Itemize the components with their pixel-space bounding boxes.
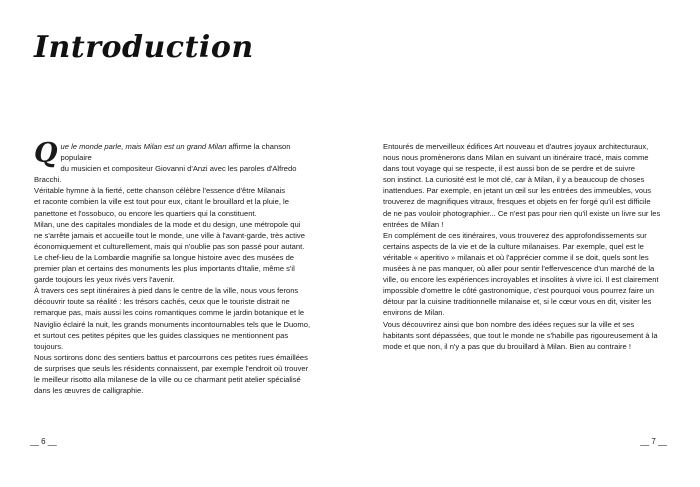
- body-paragraph: Entourés de merveilleux édifices Art nouveau et d'autres joyaux architecturaux, nous nous promènerons dans Milan en suivant un itinéraire tracé, mais comme dans tout voyage qui se respecte, il est aussi bon de se perdre et de suivre son instinct. La curiosité est le mot clé, car à Milan, il y a beaucoup de choses inattendues. Par exemple, en jetant un œil sur les entrées des immeubles, vous trouverez de magnifiques vitraux, fresques et objets en fer forgé qu'il est difficile de ne pas vouloir photographier... Ce n'est pas pour rien qu'il existe un livre sur les entrées de Milan !: [383, 142, 661, 229]
- body-paragraph: En complément de ces itinéraires, vous trouverez des approfondissements sur certains aspects de la vie et de la culture milanaises. Par exemple, quel est le véritable « aperitivo » milanais et où l'apprécier comme il se doit, quels sont les musées à ne pas manquer, où aller pour sentir l'effervescence d'un marché de la ville, ou encore les expériences incroyables et insolites à vivre ici. Il est clairement impossible d'omettre le côté gastronomique, c'est pourquoi vous pourrez faire un détour par la cuisine traditionnelle milanaise et, si le cœur vous en dit, visiter les environs de Milan.: [383, 230, 659, 318]
- lead-italic-text: ue le monde parle, mais Milan est un grand Milan: [60, 142, 227, 151]
- page-number-left: __ 6 __: [30, 437, 57, 446]
- page-number-right: __ 7 __: [640, 437, 667, 446]
- page-title: Introduction: [34, 30, 254, 65]
- drop-cap: Q: [34, 138, 58, 169]
- right-column: [383, 141, 674, 352]
- body-paragraph: Nous sortirons donc des sentiers battus et parcourrons ces petites rues émaillées de surprises que seuls les résidents connaissent, par exemple l'endroit où trouver le meilleur risotto alla milanese de la ville ou ce charmant petit atelier spécialisé dans les œuvres de calligraphie.: [34, 352, 309, 396]
- lead-text: affirme la chanson populaire du musicien et compositeur Giovanni d'Anzi avec les paroles d'Alfredo Bracchi. Véritable hymne à la fierté, cette chanson célèbre l'essence d'être Milanais et raconte combien la ville est tout pour eux, citant le brouillard et la pluie, le panettone et l'ossobuco, ou encore les quartiers qui la constituent.: [34, 142, 297, 218]
- body-paragraph: À travers ces sept itinéraires à pied dans le centre de la ville, nous vous ferons découvrir toute sa réalité : les trésors cachés, ceux que le touriste distrait ne remarque pas, mais aussi les coins romantiques comme le jardin botanique et le Naviglio éclairé la nuit, les grands monuments incontournables tels que le Duomo, et surtout ces petites pépites que les guides classiques ne mentionnent pas toujours.: [34, 286, 311, 351]
- left-column: [34, 138, 322, 396]
- body-paragraph: Le chef-lieu de la Lombardie magnifie sa longue histoire avec des musées de premier plan et certains des monuments les plus importants d'Italie, même s'il garde toujours les yeux rivés vers l'avenir.: [34, 252, 295, 285]
- lead-paragraph: [34, 138, 322, 219]
- body-paragraph: Vous découvrirez ainsi que bon nombre des idées reçues sur la ville et ses habitants sont dépassées, que tout le monde ne s'habille pas rigoureusement à la mode et que non, il n'y a pas que du brouillard à Milan. Bien au contraire !: [383, 319, 658, 351]
- body-paragraph: Milan, une des capitales mondiales de la mode et du design, une métropole qui ne s'arrête jamais et accueille tout le monde, une ville à l'avant-garde, très active économiquement et culturellement, mais qui n'oublie pas son passé pour autant.: [34, 219, 305, 251]
